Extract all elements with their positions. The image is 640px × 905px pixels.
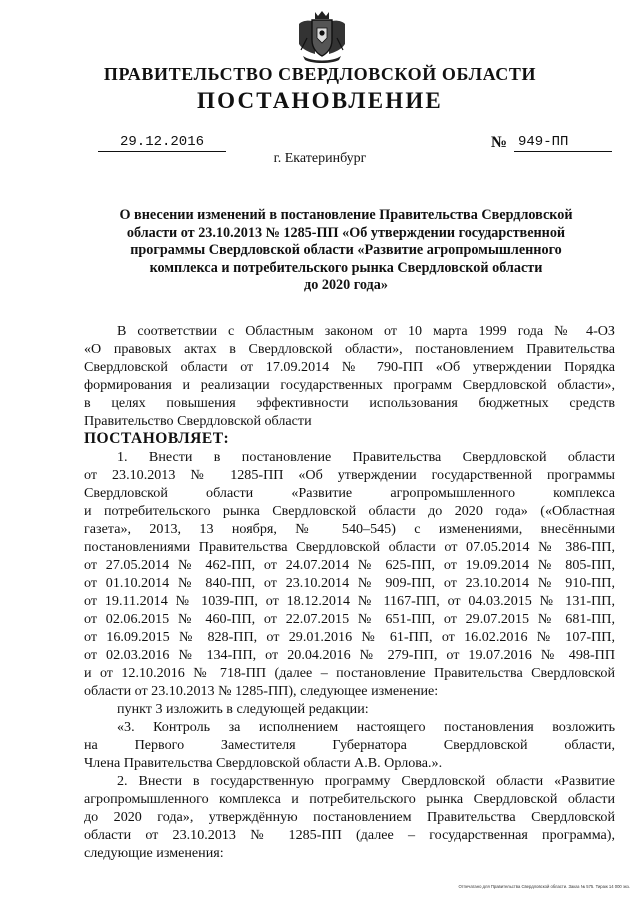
document-subject [96,207,596,295]
item1-sub-line: пункт 3 изложить в следующей редакции: [117,701,369,717]
print-footer: Отпечатано для Правительства Свердловской области. Заказ № 575. Тираж 14 000 экз. [458,884,630,889]
item1-line: 1. Внести в постановление Правительства Свердловской области [117,449,615,465]
item1-line: от 23.10.2013 № 1285-ПП «Об утверждении государственной программы [84,467,615,483]
item1-line: от 19.11.2014 № 1039-ПП, от 18.12.2014 № 1167-ПП, от 04.03.2015 № 131-ПП, [84,593,615,609]
item1-line: Свердловской области «Развитие агропромышленного комплекса [84,485,615,501]
organization-title: ПРАВИТЕЛЬСТВО СВЕРДЛОВСКОЙ ОБЛАСТИ [103,64,537,84]
item1-line: от 02.03.2016 № 134-ПП, от 20.04.2016 № 279-ПП, от 19.07.2016 № 498-ПП [84,647,615,663]
item1-line: области от 23.10.2013 № 1285-ПП), следующее изменение: [84,683,439,699]
subject-line: программы Свердловской области «Развитие агропромышленного [130,242,562,258]
subject-line: О внесении изменений в постановление Правительства Свердловской [119,207,573,223]
item1-line: от 16.09.2015 № 828-ПП, от 29.01.2016 № 61-ПП, от 16.02.2016 № 107-ПП, [84,629,615,645]
preamble-line: В соответствии с Областным законом от 10 марта 1999 года № 4-ОЗ [117,323,615,339]
item2-line: следующие изменения: [84,845,224,861]
item1-line: и от 12.10.2016 № 718-ПП (далее – постановление Правительства Свердловской [84,665,615,681]
item1-line: газета», 2013, 13 ноября, № 540–545) с изменениями, внесёнными [84,521,615,537]
city: г. Екатеринбург [273,151,367,166]
item2-line: до 2020 года», утверждённую постановлением Правительства Свердловской [84,809,615,825]
item1-sub-line: Члена Правительства Свердловской области А.В. Орлова.». [84,755,443,771]
document-date: 29.12.2016 [98,134,226,152]
item2-line: области от 23.10.2013 № 1285-ПП (далее – государственная программа), [84,827,615,843]
item1-line: от 02.06.2015 № 460-ПП, от 22.07.2015 № 651-ПП, от 29.07.2015 № 681-ПП, [84,611,615,627]
preamble-line: Свердловской области от 17.09.2014 № 790-ПП «Об утверждении Порядка [84,359,615,375]
subject-line: до 2020 года» [304,277,388,293]
document-body [84,322,615,862]
preamble-line: Правительство Свердловской области [84,413,312,429]
number-label: № [491,134,508,151]
subject-line: комплекса и потребительского рынка Свердловской области [149,259,543,276]
coat-of-arms-icon [293,8,351,64]
item1-sub-line: «3. Контроль за исполнением настоящего постановления возложить [117,719,615,735]
item2-line: 2. Внести в государственную программу Свердловской области «Развитие [117,773,615,789]
document-number: 949-ПП [514,134,612,152]
subject-line: области от 23.10.2013 № 1285-ПП «Об утверждении государственной [126,224,566,241]
preamble-line: «О правовых актах в Свердловской области», постановлением Правительства [84,341,615,357]
document-type: ПОСТАНОВЛЕНИЕ [197,88,443,113]
preamble-line: в целях повышения эффективности использования бюджетных средств [84,395,615,411]
item1-line: и потребительского рынка Свердловской области до 2020 года» («Областная [84,503,615,519]
item1-sub-line: на Первого Заместителя Губернатора Свердловской области, [84,737,615,753]
item1-line: от 27.05.2014 № 462-ПП, от 24.07.2014 № 625-ПП, от 19.09.2014 № 805-ПП, [84,557,615,573]
preamble-line: формирования и реализации государственных программ Свердловской области», [84,377,615,393]
item1-line: от 01.10.2014 № 840-ПП, от 23.10.2014 № 909-ПП, от 23.10.2014 № 910-ПП, [84,575,615,591]
item2-line: агропромышленного комплекса и потребительского рынка Свердловской области [84,791,615,807]
item1-line: постановлениями Правительства Свердловской области от 07.05.2014 № 386-ПП, [84,539,615,555]
decree-word: ПОСТАНОВЛЯЕТ: [84,430,230,447]
